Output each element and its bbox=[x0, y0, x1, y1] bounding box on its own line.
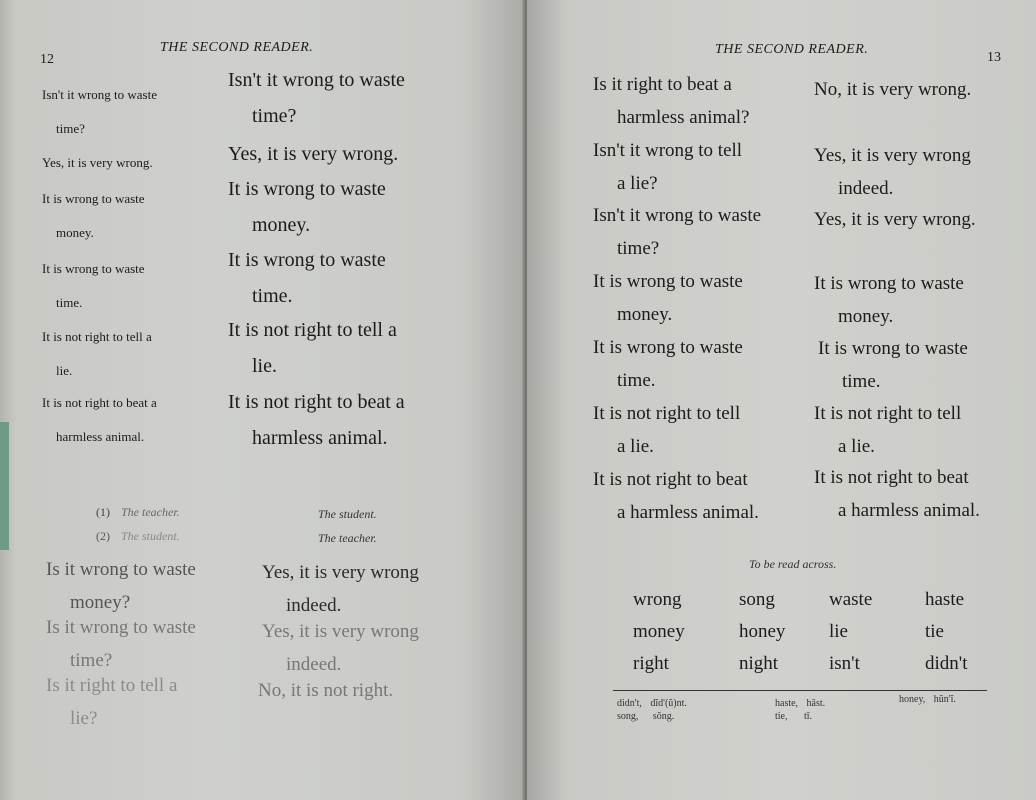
pair-left: Is it right to beat a harmless animal? bbox=[593, 74, 750, 128]
print-line: Isn't it wrong to waste time? bbox=[228, 69, 405, 127]
legend-other: The teacher. bbox=[318, 531, 377, 545]
script-line: Yes, it is very wrong. bbox=[42, 155, 153, 170]
word-table bbox=[633, 584, 967, 680]
bookmark-tab bbox=[0, 422, 9, 550]
word-cell: isn't bbox=[829, 653, 860, 674]
footnote: didn't, dĭd'(ŭ)nt. song, sŏng. bbox=[617, 698, 687, 722]
footnote-rule bbox=[613, 690, 987, 691]
word-cell: money bbox=[633, 621, 685, 642]
word-cell: honey bbox=[739, 621, 786, 642]
read-across-note: To be read across. bbox=[749, 557, 837, 571]
word-cell: lie bbox=[829, 621, 848, 642]
dialogue-question: Is it wrong to waste money? bbox=[46, 559, 196, 613]
page-number-right: 13 bbox=[987, 50, 1001, 65]
dialogue-answer: No, it is not right. bbox=[258, 680, 394, 701]
print-line: It is wrong to waste time. bbox=[228, 249, 386, 307]
right-page bbox=[527, 0, 1036, 800]
pair-right: It is not right to tell a lie. bbox=[814, 403, 962, 457]
word-cell: didn't bbox=[925, 653, 968, 674]
footnote: honey, hŭn'ĭ. bbox=[899, 694, 956, 705]
script-line: Isn't it wrong to waste time? bbox=[42, 87, 157, 136]
dialogue-answer: Yes, it is very wrong indeed. bbox=[262, 562, 419, 616]
word-cell: tie bbox=[925, 621, 944, 642]
dialogue-answer: Yes, it is very wrong indeed. bbox=[262, 621, 419, 675]
legend-other: The student. bbox=[318, 507, 377, 521]
legend-row: (1) The teacher. bbox=[96, 505, 180, 519]
script-line: It is wrong to waste money. bbox=[42, 191, 145, 240]
pair-right: It is wrong to waste time. bbox=[818, 338, 968, 392]
pair-left: It is not right to tell a lie. bbox=[593, 403, 741, 457]
dialogue-question: Is it wrong to waste time? bbox=[46, 617, 196, 671]
print-line: It is not right to beat a harmless animal. bbox=[228, 391, 405, 449]
word-cell: wrong bbox=[633, 589, 682, 610]
pair-right: Yes, it is very wrong indeed. bbox=[814, 145, 971, 199]
word-cell: waste bbox=[829, 589, 873, 610]
legend-row: (2) The student. bbox=[96, 529, 180, 543]
print-line: It is wrong to waste money. bbox=[228, 178, 386, 236]
pair-left: It is not right to beat a harmless animal. bbox=[593, 469, 759, 523]
pair-right: It is not right to beat a harmless animal. bbox=[814, 467, 980, 521]
pair-left: Isn't it wrong to tell a lie? bbox=[593, 140, 743, 194]
dialogue-question: Is it right to tell a lie? bbox=[46, 675, 178, 729]
pair-left: It is wrong to waste money. bbox=[593, 271, 743, 325]
page-number-left: 12 bbox=[40, 52, 54, 67]
print-line: It is not right to tell a lie. bbox=[228, 319, 397, 377]
pair-left: It is wrong to waste time. bbox=[593, 337, 743, 391]
pair-right: No, it is very wrong. bbox=[814, 79, 972, 100]
script-line: It is not right to beat a harmless animal. bbox=[42, 395, 157, 444]
word-cell: right bbox=[633, 653, 669, 674]
script-line: It is wrong to waste time. bbox=[42, 261, 145, 310]
word-cell: song bbox=[739, 589, 775, 610]
footnote: haste, hāst. tie, tī. bbox=[775, 698, 826, 722]
pair-right: It is wrong to waste money. bbox=[814, 273, 964, 327]
pair-left: Isn't it wrong to waste time? bbox=[593, 205, 762, 259]
running-header-right: THE SECOND READER. bbox=[715, 42, 869, 57]
word-cell: haste bbox=[925, 589, 965, 610]
word-cell: night bbox=[739, 653, 779, 674]
print-line: Yes, it is very wrong. bbox=[228, 143, 399, 165]
script-line: It is not right to tell a lie. bbox=[42, 329, 152, 378]
running-header-left: THE SECOND READER. bbox=[160, 40, 314, 55]
pair-right: Yes, it is very wrong. bbox=[814, 209, 976, 230]
